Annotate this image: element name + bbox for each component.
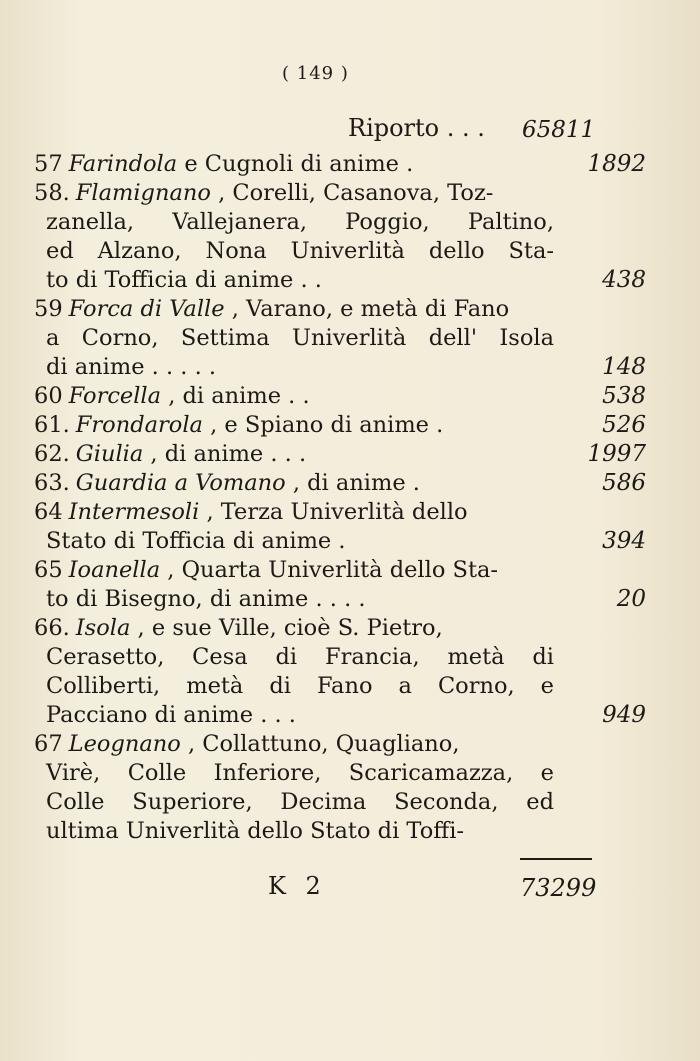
- entry-line-first: [34, 498, 554, 527]
- entry-line: [34, 585, 554, 614]
- entry-line: [34, 643, 554, 672]
- entry-line: [34, 266, 554, 295]
- entry-number: 66.: [34, 615, 70, 641]
- entry-line-first: [34, 556, 554, 585]
- entry-number: 64: [34, 499, 63, 525]
- entry-text: , e sue Ville, cioè S. Pietro,: [137, 615, 443, 641]
- entry-text: to di Bisegno, di anime . . . .: [46, 586, 366, 612]
- entry-line: [34, 208, 554, 237]
- entry-line-first: [34, 614, 554, 643]
- entry-text: , Terza Univerlità dello: [206, 499, 468, 525]
- place-name: Intermesoli: [68, 499, 200, 525]
- population-count: 148: [602, 354, 646, 380]
- entry-number: 63.: [34, 470, 70, 496]
- entry-text: , di anime . . .: [150, 441, 307, 467]
- population-count: 949: [602, 702, 646, 728]
- place-name: Frondarola: [75, 412, 203, 438]
- entry: [34, 179, 646, 295]
- place-name: Flamignano: [75, 180, 211, 206]
- entry-text: , di anime .: [292, 470, 420, 496]
- entry-line-first: [34, 295, 554, 324]
- population-count: 1892: [587, 151, 646, 177]
- entry-line: [34, 788, 554, 817]
- entry-text: Cerasetto, Cesa di Francia, metà di: [46, 644, 554, 670]
- sum-rule: [520, 858, 592, 860]
- entry-text: Colle Superiore, Decima Seconda, ed: [46, 789, 554, 815]
- entry-text: , Quarta Univerlità dello Sta-: [167, 557, 498, 583]
- place-name: Forca di Valle: [68, 296, 225, 322]
- entry-number: 57: [34, 151, 63, 177]
- entry-line-first: [34, 730, 554, 759]
- entry-text: ultima Univerlità dello Stato di Toffi-: [46, 818, 465, 844]
- place-name: Forcella: [68, 383, 162, 409]
- entry-text: Stato di Tofficia di anime .: [46, 528, 346, 554]
- population-count: 586: [602, 470, 646, 496]
- entry: [34, 469, 646, 498]
- carry-forward-value: 65811: [522, 117, 596, 143]
- entry-number: 62.: [34, 441, 70, 467]
- entry-text: Colliberti, metà di Fano a Corno, e: [46, 673, 554, 699]
- entry-line-first: [34, 440, 554, 469]
- entry-number: 60: [34, 383, 63, 409]
- population-count: 20: [616, 586, 646, 612]
- entry-text: e Cugnoli di anime .: [184, 151, 414, 177]
- entry-number: 65: [34, 557, 63, 583]
- entry-line-first: [34, 150, 554, 179]
- entry-line-first: [34, 411, 554, 440]
- place-name: Guardia a Vomano: [75, 470, 286, 496]
- entry: [34, 411, 646, 440]
- entry-number: 67: [34, 731, 63, 757]
- entry-text: to di Tofficia di anime . .: [46, 267, 322, 293]
- entry-list: [34, 150, 646, 846]
- entry: [34, 295, 646, 382]
- entry-line: [34, 353, 554, 382]
- entry-line: [34, 817, 554, 846]
- entry-line: [34, 672, 554, 701]
- place-name: Leognano: [68, 731, 181, 757]
- entry-text: , di anime . .: [168, 383, 310, 409]
- entry-line: [34, 527, 554, 556]
- population-count: 1997: [587, 441, 646, 467]
- entry-line-first: [34, 382, 554, 411]
- entry-text: ed Alzano, Nona Univerlità dello Sta-: [46, 238, 554, 264]
- carry-forward-label: Riporto . . .: [348, 114, 485, 142]
- entry-text: , Varano, e metà di Fano: [231, 296, 510, 322]
- entry: [34, 498, 646, 556]
- entry-text: , Collattuno, Quagliano,: [187, 731, 460, 757]
- population-count: 526: [602, 412, 646, 438]
- population-count: 394: [602, 528, 646, 554]
- entry-line-first: [34, 179, 554, 208]
- entry-line: [34, 324, 554, 353]
- entry: [34, 150, 646, 179]
- place-name: Farindola: [68, 151, 178, 177]
- population-count: 538: [602, 383, 646, 409]
- entry-text: , e Spiano di anime .: [210, 412, 444, 438]
- entry-number: 61.: [34, 412, 70, 438]
- entry-number: 59: [34, 296, 63, 322]
- entry-line: [34, 237, 554, 266]
- entry-line-first: [34, 469, 554, 498]
- entry-text: Pacciano di anime . . .: [46, 702, 296, 728]
- entry-line: [34, 701, 554, 730]
- population-count: 438: [602, 267, 646, 293]
- entry: [34, 730, 646, 846]
- entry-text: a Corno, Settima Univerlità dell' Isola: [46, 325, 554, 351]
- signature-mark: K 2: [268, 872, 327, 900]
- place-name: Isola: [75, 615, 131, 641]
- entry-text: Virè, Colle Inferiore, Scaricamazza, e: [46, 760, 554, 786]
- entry-text: , Corelli, Casanova, Toz-: [218, 180, 494, 206]
- page-total: 73299: [520, 874, 597, 902]
- place-name: Giulia: [75, 441, 144, 467]
- page-number: ( 149 ): [282, 63, 349, 84]
- place-name: Ioanella: [68, 557, 161, 583]
- entry-number: 58.: [34, 180, 70, 206]
- entry: [34, 382, 646, 411]
- entry-text: di anime . . . . .: [46, 354, 217, 380]
- entry: [34, 614, 646, 730]
- entry-text: zanella, Vallejanera, Poggio, Paltino,: [46, 209, 554, 235]
- entry-line: [34, 759, 554, 788]
- entry: [34, 440, 646, 469]
- entry: [34, 556, 646, 614]
